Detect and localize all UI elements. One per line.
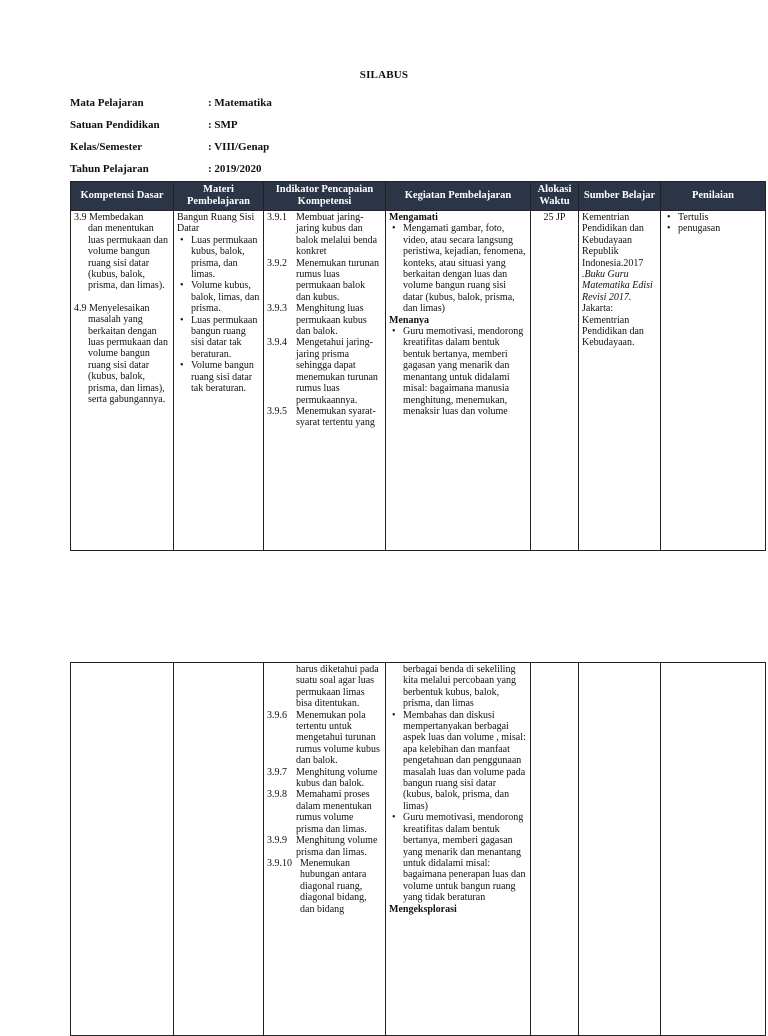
cell-indikator — [264, 211, 386, 551]
cell-sumber — [579, 211, 661, 551]
list-item-continued: berbagai benda di sekeliling kita melalui percobaan yang berbentuk kubus, balok, prisma, dan limas — [403, 664, 517, 710]
meta-value: : 2019/2020 — [208, 163, 262, 175]
meta-row — [70, 114, 272, 136]
list-item: • Guru memotivasi, mendorong kreatifitas dalam bentuk bentuk bertanya, memberi gagasan yang menarik dan menantang untuk didalami misal: bagaimana manusia menghitung, menemukan, menaksir luas dan volume — [403, 326, 527, 417]
kd-item — [74, 303, 170, 406]
meta-row — [70, 92, 272, 114]
table-header-row — [71, 182, 766, 211]
kd-item — [74, 212, 170, 292]
cell-sumber — [579, 663, 661, 1036]
cell-kegiatan — [386, 211, 531, 551]
materi-list — [177, 235, 260, 395]
header-kegiatan: Kegiatan Pembelajaran — [386, 182, 531, 211]
indikator-number: 3.9.9 — [267, 835, 287, 847]
indikator-number: 3.9.5 — [267, 405, 287, 417]
indikator-item — [267, 858, 382, 915]
cell-materi — [174, 663, 264, 1036]
kd-text: masalah yang berkaitan dengan luas permukaan dan volume bangun ruang sisi datar (kubus, balok, prisma, dan limas), serta gabungannya. — [88, 314, 168, 406]
kd-number: 4.9 — [74, 302, 87, 314]
indikator-item — [267, 710, 382, 767]
indikator-number: 3.9.7 — [267, 766, 287, 778]
sumber-book-title: .Buku Guru Matematika Edisi Revisi 2017. — [582, 269, 653, 303]
indikator-text: Menghitung volume kubus dan balok. — [296, 766, 378, 790]
indikator-number: 3.9.4 — [267, 337, 287, 349]
meta-label: Satuan Pendidikan — [70, 119, 160, 131]
meta-value: : VIII/Genap — [208, 141, 270, 153]
list-item: • Membahas dan diskusi mempertanyakan berbagai aspek luas dan volume , misal: apa kelebihan dan manfaat pengetahuan dan penggunaan masalah luas dan volume pada bangun ruang sisi datar (kubus, balok, prisma, dan limas) — [403, 710, 527, 813]
cell-kompetensi-dasar — [71, 211, 174, 551]
kd-text-first: Membedakan — [89, 212, 144, 223]
indikator-text: Memahami proses dalam menentukan rumus volume prisma dan limas. — [296, 789, 372, 835]
list-item: • Luas permukaan bangun ruang sisi datar tak beraturan. — [191, 315, 260, 361]
kegiatan-list — [389, 664, 527, 904]
indikator-item — [267, 767, 382, 790]
cell-kompetensi-dasar — [71, 663, 174, 1036]
header-penilaian: Penilaian — [661, 182, 766, 211]
header-sumber: Sumber Belajar — [579, 182, 661, 211]
indikator-text: Menemukan pola tertentu untuk mengetahui turunan rumus volume kubus dan balok. — [296, 709, 380, 767]
meta-label: Kelas/Semester — [70, 141, 143, 153]
indikator-text: Mengetahui jaring-jaring prisma sehingga dapat menemukan turunan rumus luas permukaannya. — [296, 337, 378, 406]
cell-penilaian — [661, 663, 766, 1036]
kd-text: dan menentukan luas permukaan dan volume bangun ruang sisi datar (kubus, balok, prisma, dan limas). — [88, 223, 168, 292]
indikator-number: 3.9.10 — [267, 857, 292, 869]
kd-number: 3.9 — [74, 212, 87, 223]
sumber-text: Jakarta: Kementrian Pendidikan dan Kebudayaan. — [582, 303, 644, 349]
indikator-item — [267, 337, 382, 405]
list-item: • Mengamati gambar, foto, video, atau secara langsung peristiwa, kejadian, fenomena, konteks, atau situasi yang berkaitan dengan luas dan volume bangun ruang sisi datar (kubus, balok, prisma, dan limas) — [403, 223, 527, 314]
indikator-item — [267, 258, 382, 304]
list-item: • Volume kubus, balok, limas, dan prisma. — [191, 280, 260, 314]
indikator-number: 3.9.8 — [267, 789, 287, 801]
kegiatan-heading-mengeksplorasi: Mengeksplorasi — [389, 903, 457, 915]
list-item: • Luas permukaan kubus, balok, prisma, dan limas. — [191, 235, 260, 281]
sumber-text: Kementrian Pendidikan dan Kebudayaan Republik Indonesia.2017 — [582, 212, 644, 269]
meta-row — [70, 158, 272, 180]
indikator-text: Menemukan hubungan antara diagonal ruang, diagonal bidang, dan bidang — [300, 857, 367, 915]
list-item: • Guru memotivasi, mendorong kreatifitas dalam bentuk bertanya, memberi gagasan yang menarik dan menantang untuk didalami misal: bagaimana penerapan luas dan volume untuk bangun ruang yang tidak beraturan — [403, 812, 527, 903]
cell-materi — [174, 211, 264, 551]
indikator-item — [267, 406, 382, 429]
kegiatan-list — [389, 326, 527, 417]
materi-title: Bangun Ruang Sisi Datar — [177, 212, 255, 235]
indikator-item — [267, 212, 382, 258]
indikator-item — [267, 303, 382, 337]
indikator-item — [267, 789, 382, 835]
syllabus-table-page-2 — [70, 662, 766, 1036]
penilaian-list — [664, 212, 762, 235]
list-item: • penugasan — [678, 223, 762, 234]
meta-label: Mata Pelajaran — [70, 97, 144, 109]
cell-indikator — [264, 663, 386, 1036]
indikator-text: harus diketahui pada suatu soal agar luas permukaan limas bisa ditentukan. — [296, 664, 379, 710]
kegiatan-heading-mengamati: Mengamati — [389, 212, 438, 223]
kd-text-first: Menyelesaikan — [89, 302, 150, 314]
indikator-text: Menghitung luas permukaan kubus dan balok. — [296, 303, 367, 338]
document-title: SILABUS — [359, 69, 409, 81]
cell-kegiatan — [386, 663, 531, 1036]
meta-label: Tahun Pelajaran — [70, 163, 149, 175]
list-item: • Tertulis — [678, 212, 762, 223]
indikator-text: Membuat jaring-jaring kubus dan balok melalui benda konkret — [296, 212, 378, 258]
header-materi: Materi Pembelajaran — [174, 182, 264, 211]
syllabus-table-page-1 — [70, 181, 766, 551]
meta-value: : Matematika — [208, 97, 272, 109]
indikator-number: 3.9.3 — [267, 303, 287, 315]
kegiatan-heading-menanya: Menanya — [389, 314, 429, 326]
header-indikator: Indikator Pencapaian Kompetensi — [264, 182, 386, 211]
meta-value: : SMP — [208, 119, 238, 131]
header-alokasi: Alokasi Waktu — [531, 182, 579, 211]
indikator-text: Menemukan turunan rumus luas permukaan balok dan kubus. — [296, 257, 380, 303]
cell-alokasi: 25 JP — [531, 211, 579, 551]
cell-penilaian — [661, 211, 766, 551]
cell-alokasi — [531, 663, 579, 1036]
indikator-text: Menghitung volume prisma dan limas. — [296, 835, 378, 858]
kegiatan-list — [389, 223, 527, 314]
indikator-text: Menemukan syarat-syarat tertentu yang — [296, 405, 376, 429]
indikator-item — [267, 664, 382, 710]
indikator-number: 3.9.2 — [267, 257, 287, 269]
table-row — [71, 663, 766, 1036]
header-kompetensi-dasar: Kompetensi Dasar — [71, 182, 174, 211]
table-row — [71, 211, 766, 551]
indikator-item — [267, 835, 382, 858]
syllabus-meta — [70, 92, 272, 180]
list-item: • Volume bangun ruang sisi datar tak beraturan. — [191, 360, 260, 394]
meta-row — [70, 136, 272, 158]
indikator-number: 3.9.6 — [267, 709, 287, 721]
indikator-number: 3.9.1 — [267, 212, 287, 223]
